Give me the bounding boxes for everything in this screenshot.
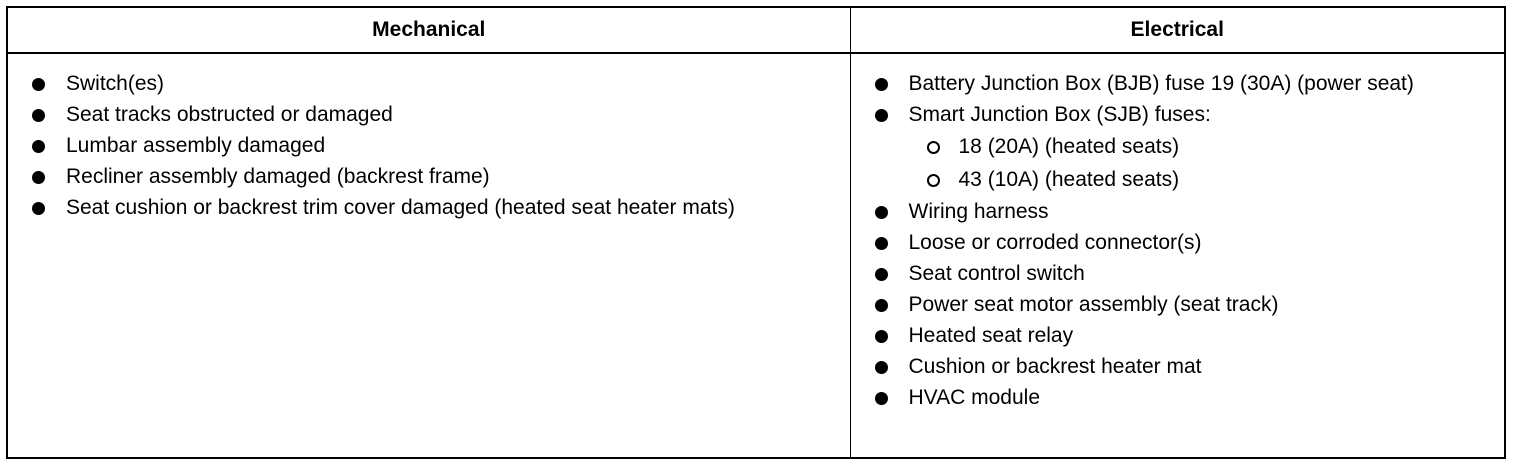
- circle-bullet-icon: [927, 141, 940, 154]
- list-item: [8, 68, 850, 99]
- inspection-table: [8, 8, 1504, 457]
- list-item: [851, 289, 1505, 320]
- list-item-text: Seat cushion or backrest trim cover damaged (heated seat heater mats): [66, 196, 735, 219]
- mechanical-list: [8, 54, 850, 223]
- list-item-text: Heated seat relay: [908, 324, 1074, 347]
- list-item-text: HVAC module: [908, 386, 1040, 409]
- list-item-text: Seat tracks obstructed or damaged: [66, 103, 393, 126]
- bullet-icon: [32, 202, 45, 215]
- list-item: [851, 320, 1505, 351]
- inspection-table-frame: [6, 6, 1506, 459]
- bullet-icon: [875, 78, 888, 91]
- sublist-item-text: 18 (20A) (heated seats): [958, 135, 1180, 158]
- list-item-text: Recliner assembly damaged (backrest frame): [66, 165, 490, 188]
- header-electrical: Electrical: [850, 8, 1504, 53]
- list-item: [851, 382, 1505, 413]
- bullet-icon: [875, 361, 888, 374]
- bullet-icon: [875, 237, 888, 250]
- list-item-text: Seat control switch: [908, 262, 1085, 285]
- list-item: [8, 130, 850, 161]
- bullet-icon: [32, 78, 45, 91]
- list-item-text: Loose or corroded connector(s): [908, 231, 1202, 254]
- bullet-icon: [875, 109, 888, 122]
- list-item-text: Smart Junction Box (SJB) fuses:: [908, 103, 1211, 126]
- list-item: [851, 196, 1505, 227]
- bullet-icon: [32, 109, 45, 122]
- sublist-item: [909, 163, 1465, 196]
- list-item-text: Power seat motor assembly (seat track): [908, 293, 1279, 316]
- bullet-icon: [32, 171, 45, 184]
- list-item: [8, 192, 850, 223]
- list-item: [851, 68, 1505, 99]
- bullet-icon: [875, 392, 888, 405]
- list-item: [8, 161, 850, 192]
- mechanical-cell: [8, 53, 850, 457]
- list-item-text: Battery Junction Box (BJB) fuse 19 (30A) (power seat): [908, 72, 1414, 95]
- content-row: [8, 53, 1504, 457]
- sublist-item: [909, 130, 1465, 163]
- circle-bullet-icon: [927, 174, 940, 187]
- list-item: [851, 351, 1505, 382]
- list-item-text: Wiring harness: [908, 200, 1049, 223]
- bullet-icon: [32, 140, 45, 153]
- electrical-list: [851, 54, 1505, 413]
- bullet-icon: [875, 299, 888, 312]
- list-item: [851, 99, 1505, 196]
- bullet-icon: [875, 206, 888, 219]
- list-item: [8, 99, 850, 130]
- sjb-fuse-sublist: [909, 130, 1465, 196]
- header-row: [8, 8, 1504, 53]
- list-item: [851, 258, 1505, 289]
- list-item-text: Lumbar assembly damaged: [66, 134, 326, 157]
- list-item-text: Cushion or backrest heater mat: [908, 355, 1202, 378]
- electrical-cell: [850, 53, 1504, 457]
- list-item-text: Switch(es): [66, 72, 165, 95]
- header-mechanical: Mechanical: [8, 8, 850, 53]
- sublist-item-text: 43 (10A) (heated seats): [958, 168, 1180, 191]
- bullet-icon: [875, 268, 888, 281]
- bullet-icon: [875, 330, 888, 343]
- list-item: [851, 227, 1505, 258]
